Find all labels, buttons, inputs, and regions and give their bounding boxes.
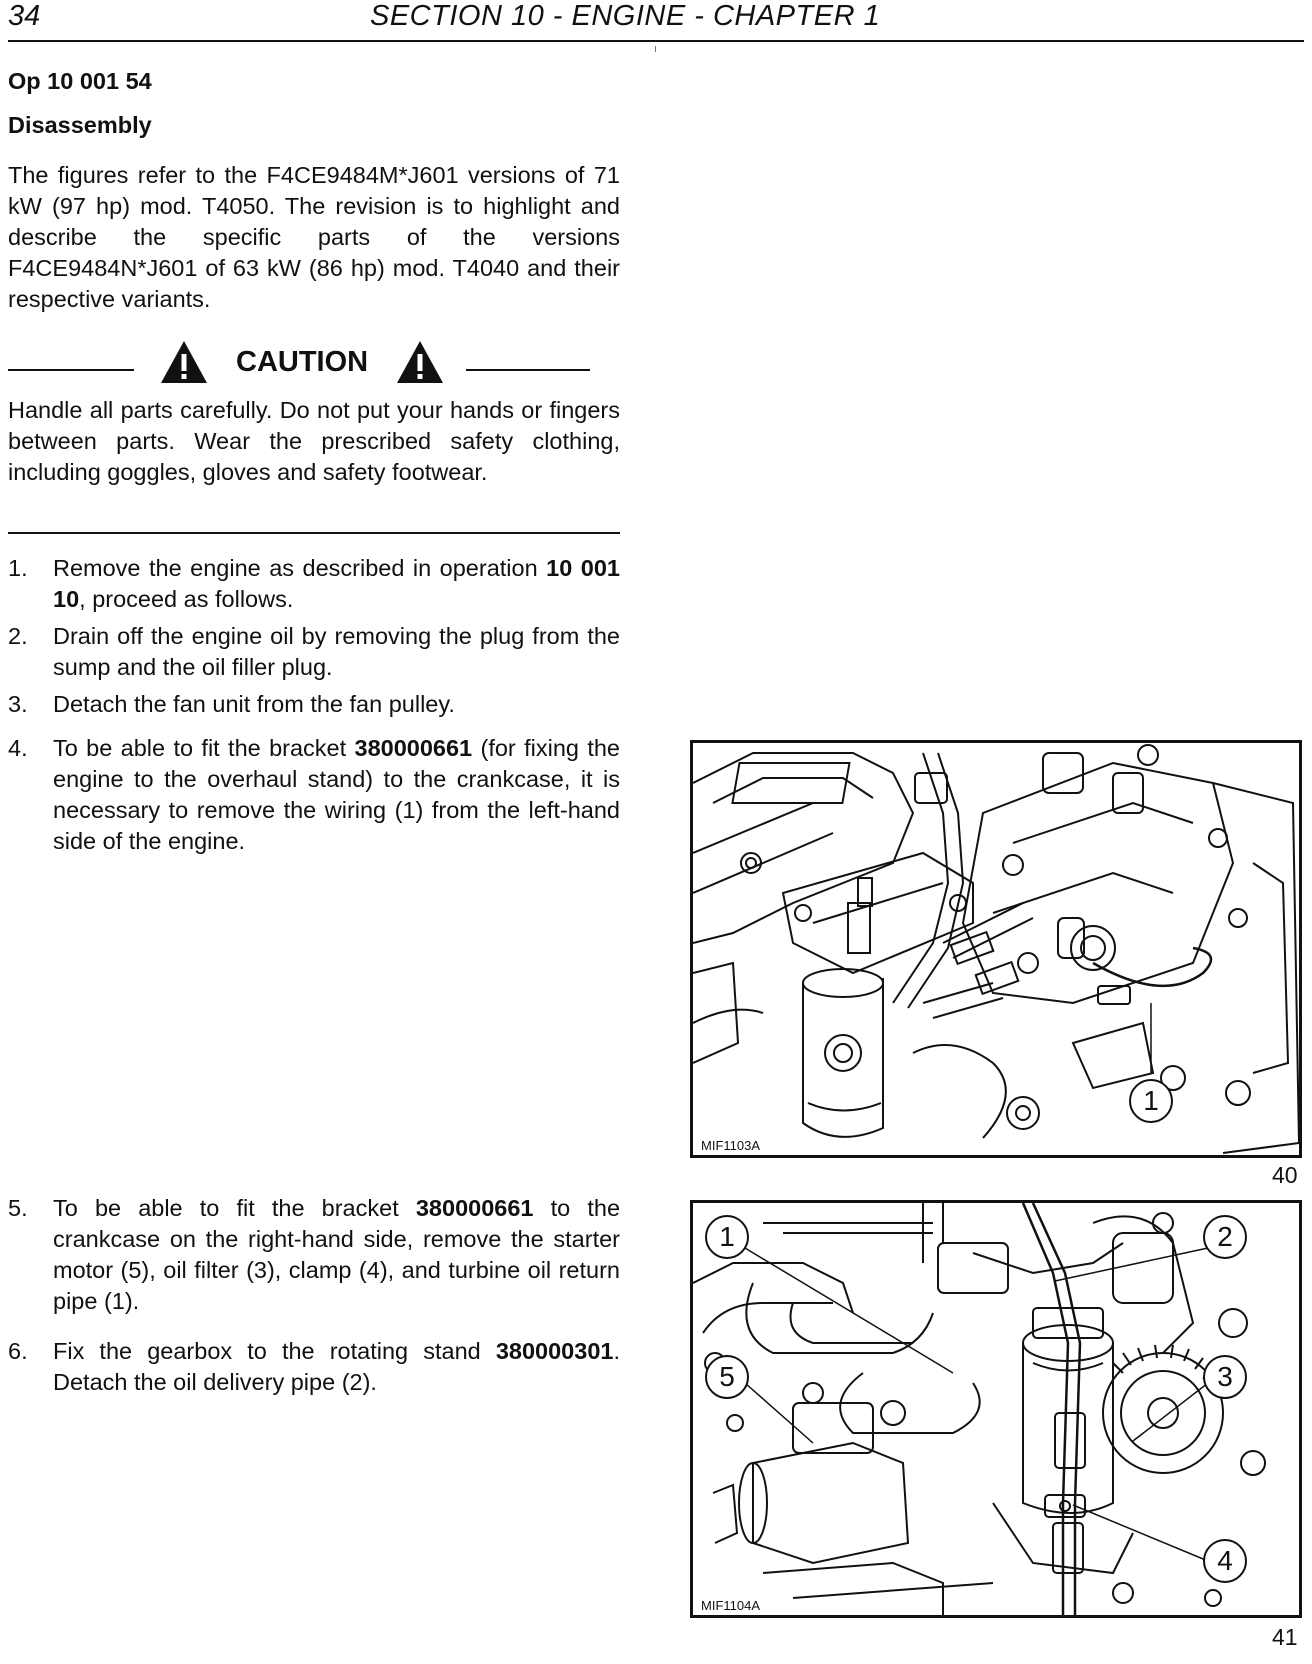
figure-41-callout-5: 5	[705, 1355, 749, 1399]
figure-40-callout-1: 1	[1129, 1079, 1173, 1123]
warning-triangle-icon	[396, 340, 444, 384]
step-text: Drain off the engine oil by removing the plug from the sump and the oil filler plug.	[53, 623, 620, 680]
section-title: SECTION 10 - ENGINE - CHAPTER 1	[370, 0, 881, 32]
caution-banner	[8, 340, 620, 390]
figure-41-callout-3: 3	[1203, 1355, 1247, 1399]
operation-code: Op 10 001 54	[8, 68, 152, 94]
step-text: Remove the engine as described in operation 10 001 10, proceed as follows.	[53, 555, 620, 612]
caution-left-rule	[8, 369, 134, 371]
section-heading: Disassembly	[8, 112, 152, 138]
engine-left-side-illustration	[693, 743, 1299, 1155]
figure-code: MIF1104A	[701, 1598, 761, 1613]
step-number: 4.	[8, 735, 28, 761]
figure-number: 41	[1272, 1624, 1298, 1650]
figure-41-callout-4: 4	[1203, 1539, 1247, 1583]
figure-code: MIF1103A	[701, 1138, 761, 1153]
step-number: 2.	[8, 623, 28, 649]
caution-text: Handle all parts carefully. Do not put your hands or fingers between parts. Wear the prescribed safety clothing, including goggles, gloves and safety footwear.	[8, 397, 620, 485]
figure-40-engine-left-side	[690, 740, 1302, 1158]
intro-paragraph: The figures refer to the F4CE9484M*J601 versions of 71 kW (97 hp) mod. T4050. The revision is to highlight and describe the specific parts of the versions F4CE9484N*J601 of 63 kW (86 hp) mod. T4040 and their respective variants.	[8, 162, 620, 312]
header-tick-mark	[655, 46, 656, 52]
step-text: To be able to fit the bracket 380000661 (for fixing the engine to the overhaul stand) to the crankcase, it is necessary to remove the wiring (1) from the left-hand side of the engine.	[53, 735, 620, 854]
step-number: 3.	[8, 691, 28, 717]
step-text: To be able to fit the bracket 380000661 to the crankcase on the right-hand side, remove the starter motor (5), oil filter (3), clamp (4), and turbine oil return pipe (1).	[53, 1195, 621, 1314]
caution-label: CAUTION	[236, 346, 369, 378]
step-number: 1.	[8, 555, 28, 581]
step-number: 6.	[8, 1338, 28, 1364]
step-text: Fix the gearbox to the rotating stand 380000301. Detach the oil delivery pipe (2).	[53, 1338, 620, 1395]
step-number: 5.	[8, 1195, 28, 1221]
warning-triangle-icon	[160, 340, 208, 384]
figure-41-callout-2: 2	[1203, 1215, 1247, 1259]
step-text: Detach the fan unit from the fan pulley.	[53, 691, 455, 717]
figure-41-callout-1: 1	[705, 1215, 749, 1259]
caution-right-rule	[466, 369, 590, 371]
figure-41-engine-right-side	[690, 1200, 1302, 1618]
figure-number: 40	[1272, 1162, 1298, 1188]
header-rule	[8, 40, 1304, 42]
page-number: 34	[8, 0, 41, 32]
caution-bottom-rule	[8, 532, 620, 534]
